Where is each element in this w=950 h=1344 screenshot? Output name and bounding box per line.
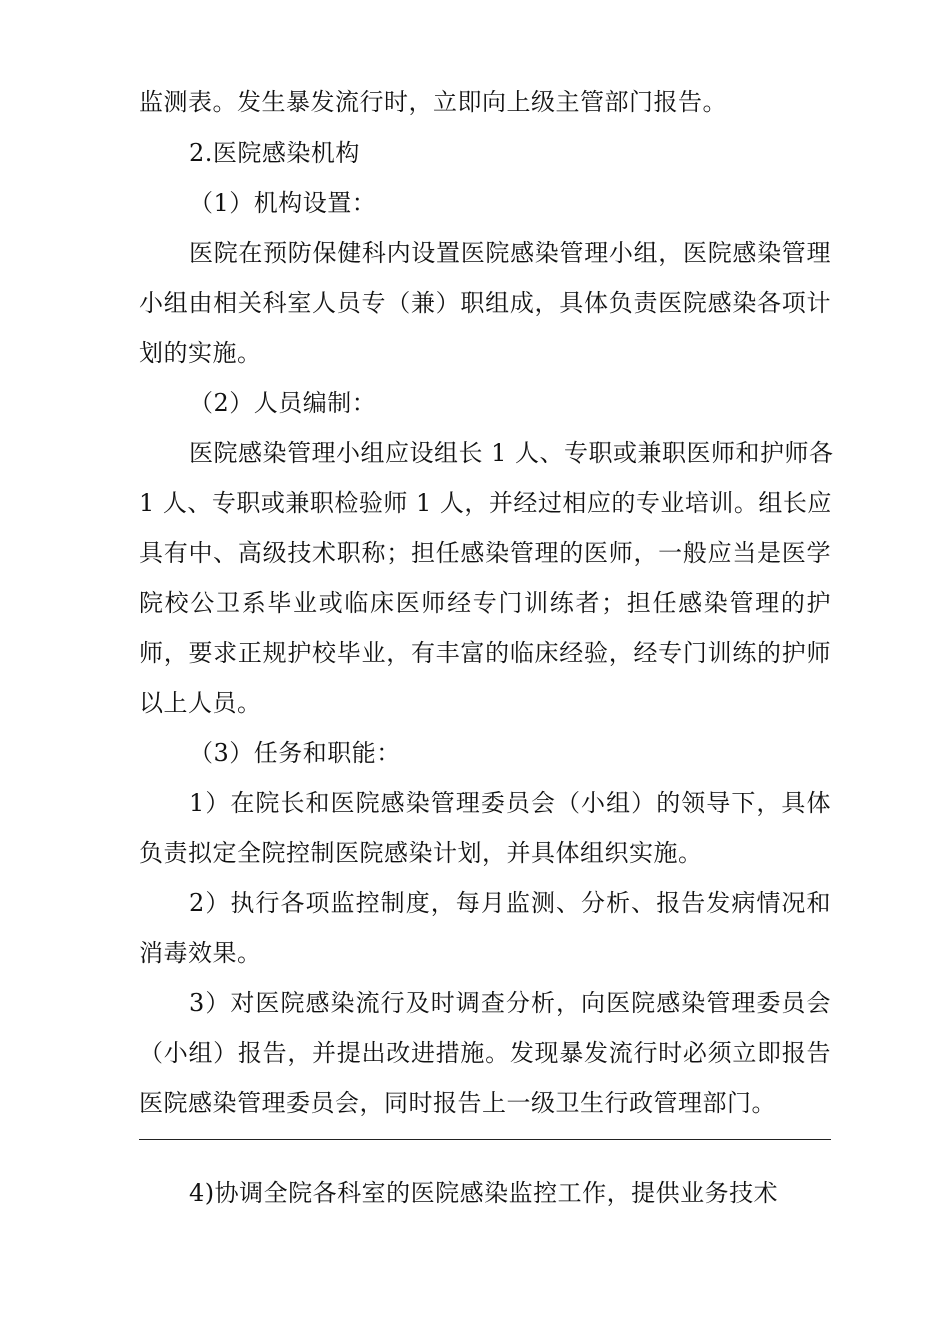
section-heading: 2.医院感染机构 <box>189 139 360 167</box>
paragraph-line: 小组由相关科室人员专（兼）职组成，具体负责医院感染各项计 <box>139 289 831 317</box>
paragraph-line: 医院感染管理小组应设组长 1 人、专职或兼职医师和护师各 <box>189 439 834 467</box>
paragraph-line: 划的实施。 <box>139 339 262 367</box>
paragraph-line: 监测表。发生暴发流行时，立即向上级主管部门报告。 <box>139 88 727 116</box>
paragraph-line: （小组）报告，并提出改进措施。发现暴发流行时必须立即报告 <box>139 1039 831 1067</box>
subsection-heading: （3）任务和职能： <box>189 739 401 767</box>
paragraph-line: 2）执行各项监控制度，每月监测、分析、报告发病情况和 <box>189 889 831 917</box>
paragraph-line: 消毒效果。 <box>139 939 262 967</box>
paragraph-line: 医院感染管理委员会，同时报告上一级卫生行政管理部门。 <box>139 1089 776 1117</box>
subsection-heading: （1）机构设置： <box>189 189 377 217</box>
paragraph-line: 医院在预防保健科内设置医院感染管理小组，医院感染管理 <box>189 239 831 267</box>
paragraph-line: 1）在院长和医院感染管理委员会（小组）的领导下，具体 <box>189 789 831 817</box>
subsection-heading: （2）人员编制： <box>189 389 377 417</box>
page-divider <box>139 1139 831 1140</box>
paragraph-line: 师，要求正规护校毕业，有丰富的临床经验，经专门训练的护师 <box>139 639 831 667</box>
paragraph-line: 3）对医院感染流行及时调查分析，向医院感染管理委员会 <box>189 989 831 1017</box>
paragraph-line: 4)协调全院各科室的医院感染监控工作，提供业务技术 <box>189 1179 779 1207</box>
paragraph-line: 院校公卫系毕业或临床医师经专门训练者；担任感染管理的护 <box>139 589 831 617</box>
paragraph-line: 具有中、高级技术职称；担任感染管理的医师，一般应当是医学 <box>139 539 831 567</box>
paragraph-line: 负责拟定全院控制医院感染计划，并具体组织实施。 <box>139 839 703 867</box>
paragraph-line: 1 人、专职或兼职检验师 1 人，并经过相应的专业培训。组长应 <box>139 489 832 517</box>
paragraph-line: 以上人员。 <box>139 689 262 717</box>
